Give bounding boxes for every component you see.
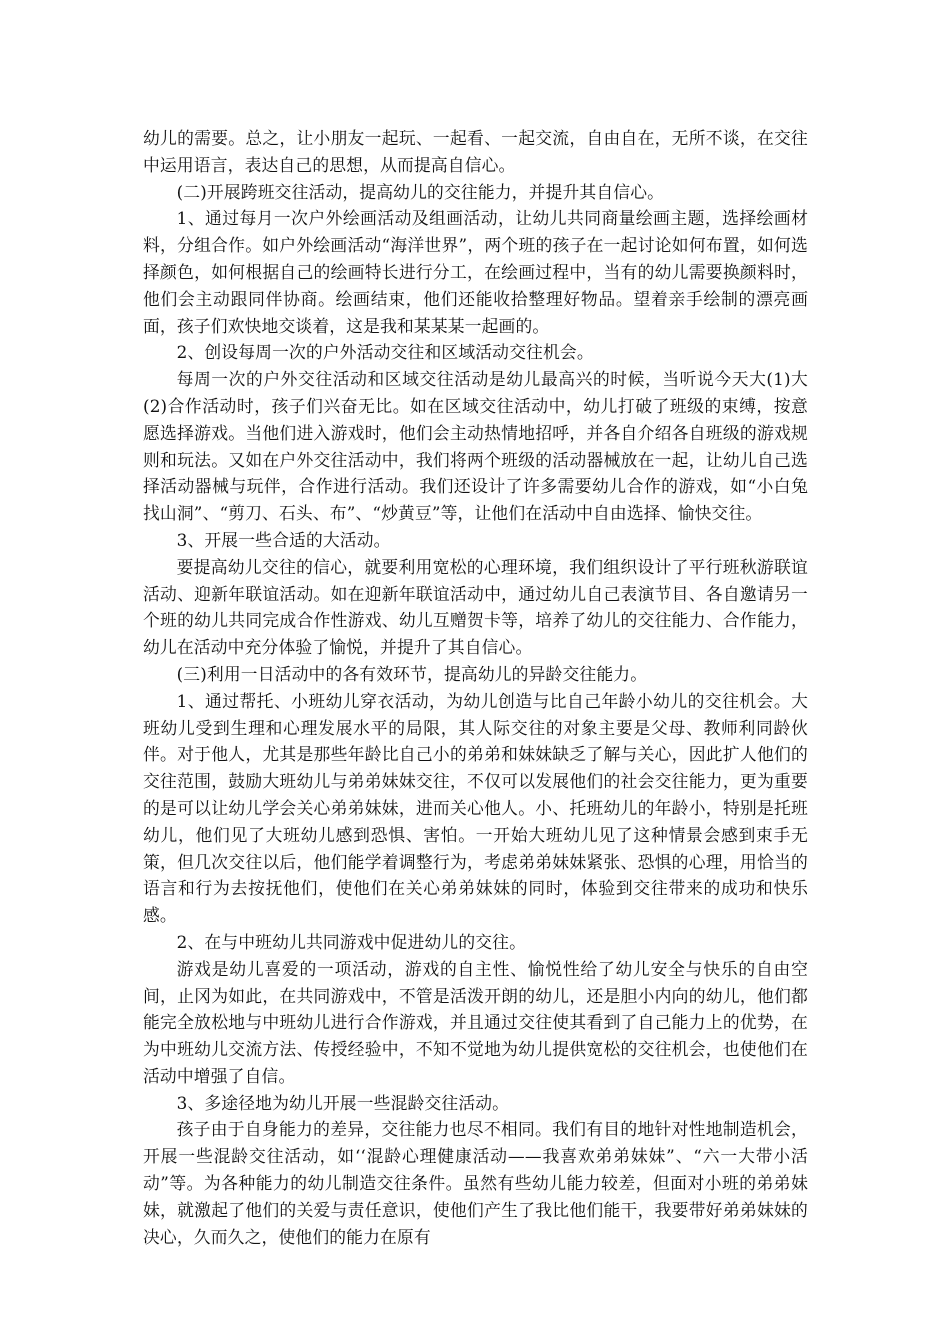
paragraph-3-2: 游戏是幼儿喜爱的一项活动，游戏的自主性、愉悦性给了幼儿安全与快乐的自由空间，止冈为如此，在共同游戏中，不管是活泼开朗的幼儿，还是胆小内向的幼儿，他们都能完全放松地与中班幼儿进行合作游戏，并且通过交往使其看到了自己能力上的优势，在为中班幼儿交流方法、传授经验中，不知不觉地为幼儿提供宽松的交往机会，也使他们在活动中增强了自信。 — [143, 958, 808, 1086]
document-page — [143, 125, 808, 1250]
paragraph-2-1: 1、通过每月一次户外绘画活动及组画活动，让幼儿共同商量绘画主题，选择绘画材料，分组合作。如户外绘画活动“海洋世界”，两个班的孩子在一起讨论如何布置，如何选择颜色，如何根据自己的绘画特长进行分工，在绘画过程中，当有的幼儿需要换颜料时，他们会主动跟同伴协商。绘画结束，他们还能收拾整理好物品。望着亲手绘制的漂亮画面，孩子们欢快地交谈着，这是我和某某某一起画的。 — [143, 208, 808, 336]
paragraph-continuation: 幼儿的需要。总之，让小朋友一起玩、一起看、一起交流，自由自在，无所不谈，在交往中运用语言，表达自己的思想，从而提高自信心。 — [143, 128, 808, 175]
section-heading-2: (二)开展跨班交往活动，提高幼儿的交往能力，并提升其自信心。 — [176, 181, 665, 202]
paragraph-3-3: 孩子由于自身能力的差异，交往能力也尽不相同。我们有目的地针对性地制造机会，开展一些混龄交往活动，如‘‘混龄心理健康活动——我喜欢弟弟妹妹”、“六一大带小活动”等。为各种能力的幼儿制造交往条件。虽然有些幼儿能力较差，但面对小班的弟弟妹妹，就激起了他们的关爱与责任意识，使他们产生了我比他们能干，我要带好弟弟妹妹的决心，久而久之，使他们的能力在原有 — [143, 1119, 808, 1247]
subheading-2-3: 3、开展一些合适的大活动。 — [176, 529, 391, 550]
paragraph-2-2: 每周一次的户外交往活动和区域交往活动是幼儿最高兴的时候，当听说今天大(1)大(2)合作活动时，孩子们兴奋无比。如在区域交往活动中，幼儿打破了班级的束缚，按意愿选择游戏。当他们进入游戏时，他们会主动热情地招呼，并各自介绍各自班级的游戏规则和玩法。又如在户外交往活动中，我们将两个班级的活动器械放在一起，让幼儿自己选择活动器械与玩伴，合作进行活动。我们还设计了许多需要幼儿合作的游戏，如“小白兔找山洞”、“剪刀、石头、布”、“炒黄豆”等，让他们在活动中自由选择、愉快交往。 — [143, 369, 808, 524]
section-heading-3: (三)利用一日活动中的各有效环节，提高幼儿的异龄交往能力。 — [176, 663, 648, 684]
subheading-2-2: 2、创设每周一次的户外活动交往和区域活动交往机会。 — [176, 342, 594, 363]
subheading-3-3: 3、多途径地为幼儿开展一些混龄交往活动。 — [176, 1092, 510, 1113]
paragraph-3-1: 1、通过帮托、小班幼儿穿衣活动，为幼儿创造与比自己年龄小幼儿的交往机会。大班幼儿受到生理和心理发展水平的局限，其人际交往的对象主要是父母、教师利同龄伙伴。对于他人，尤其是那些年龄比自己小的弟弟和妹妹缺乏了解与关心，因此扩人他们的交往范围，鼓励大班幼儿与弟弟妹妹交往，不仅可以发展他们的社会交往能力，更为重要的是可以让幼儿学会关心弟弟妹妹，进而关心他人。小、托班幼儿的年龄小，特别是托班幼儿，他们见了大班幼儿感到恐惧、害怕。一开始大班幼儿见了这种情景会感到束手无策，但几次交往以后，他们能学着调整行为，考虑弟弟妹妹紧张、恐惧的心理，用恰当的语言和行为去按抚他们，使他们在关心弟弟妹妹的同时，体验到交往带来的成功和快乐感。 — [143, 690, 808, 926]
paragraph-2-3: 要提高幼儿交往的信心，就要利用宽松的心理环境，我们组织设计了平行班秋游联谊活动、迎新年联谊活动。如在迎新年联谊活动中，通过幼儿自己表演节目、各自邀请另一个班的幼儿共同完成合作性游戏、幼儿互赠贺卡等，培养了幼儿的交往能力、合作能力，幼儿在活动中充分体验了愉悦，并提升了其自信心。 — [143, 556, 808, 658]
subheading-3-2: 2、在与中班幼儿共同游戏中促进幼儿的交往。 — [176, 931, 527, 952]
